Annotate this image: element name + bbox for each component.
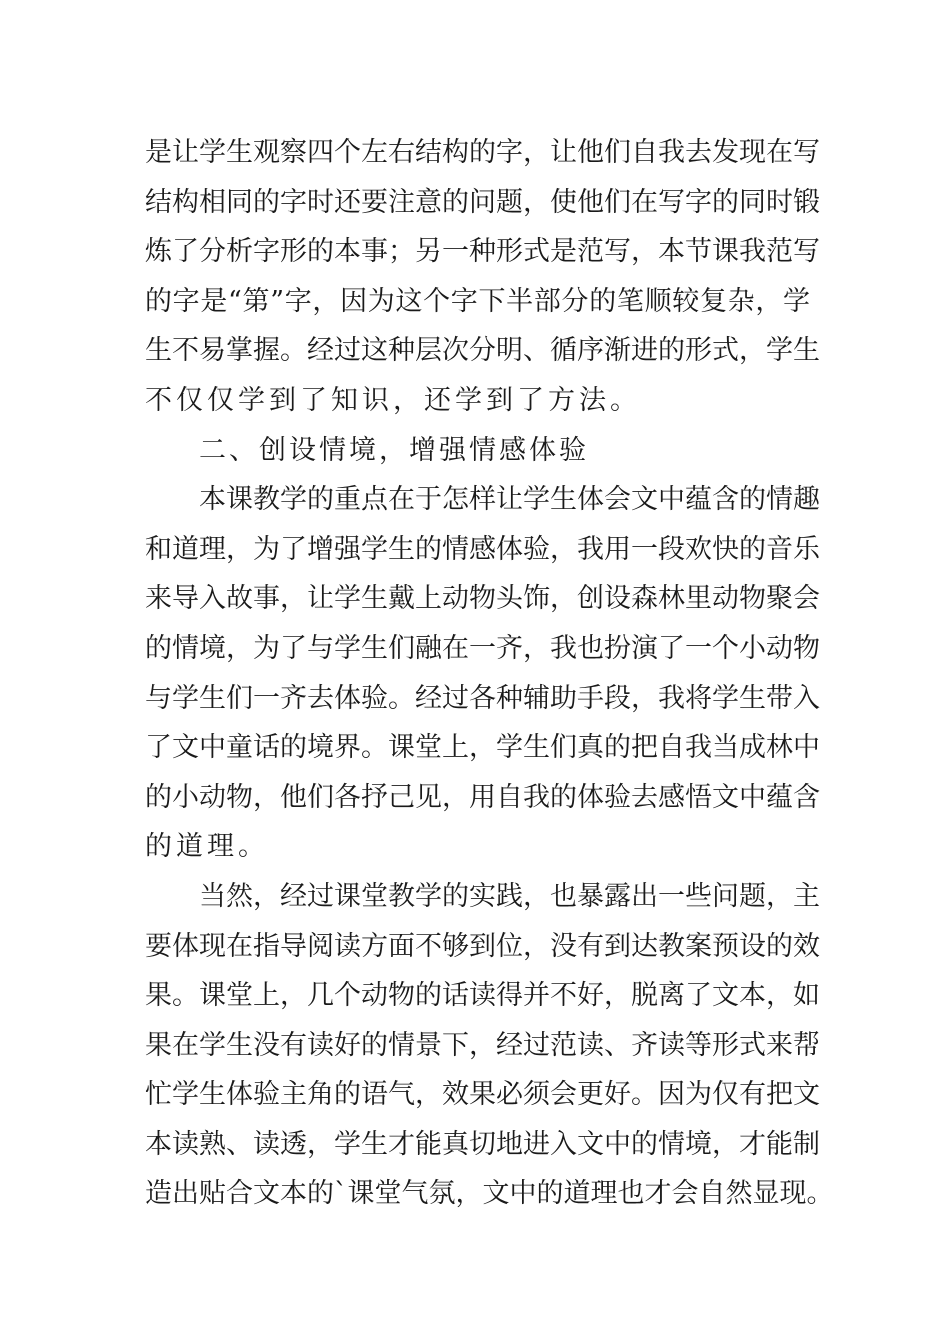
text-line: 结构相同的字时还要注意的问题，使他们在写字的同时锻 xyxy=(145,186,820,218)
text-line: 不仅仅学到了知识，还学到了方法。 xyxy=(145,384,641,416)
body-text xyxy=(145,128,834,1219)
text-line: 忙学生体验主角的语气，效果必须会更好。因为仅有把文 xyxy=(145,1079,820,1111)
text-line: 的小动物，他们各抒己见，用自我的体验去感悟文中蕴含 xyxy=(145,781,820,813)
text-line: 与学生们一齐去体验。经过各种辅助手段，我将学生带入 xyxy=(145,682,820,714)
section-heading: 二、创设情境，增强情感体验 xyxy=(199,434,589,466)
text-line: 生不易掌握。经过这种层次分明、循序渐进的形式，学生 xyxy=(145,335,820,367)
text-line: 了文中童话的境界。课堂上，学生们真的把自我当成林中 xyxy=(145,732,820,764)
text-line: 来导入故事，让学生戴上动物头饰，创设森林里动物聚会 xyxy=(145,583,820,615)
text-line: 要体现在指导阅读方面不够到位，没有到达教案预设的效 xyxy=(145,930,820,962)
text-line: 造出贴合文本的`课堂气氛，文中的道理也才会自然显现。 xyxy=(145,1178,834,1210)
text-line: 是让学生观察四个左右结构的字，让他们自我去发现在写 xyxy=(145,137,820,168)
text-line: 和道理，为了增强学生的情感体验，我用一段欢快的音乐 xyxy=(145,533,820,565)
text-line: 本课教学的重点在于怎样让学生体会文中蕴含的情趣 xyxy=(199,484,820,516)
text-line: 的情境，为了与学生们融在一齐，我也扮演了一个小动物 xyxy=(145,632,820,664)
text-line: 的道理。 xyxy=(145,831,269,863)
text-line: 果。课堂上，几个动物的话读得并不好，脱离了文本，如 xyxy=(145,980,820,1012)
text-line: 当然，经过课堂教学的实践，也暴露出一些问题，主 xyxy=(199,880,820,912)
text-line: 本读熟、读透，学生才能真切地进入文中的情境，才能制 xyxy=(145,1128,820,1160)
text-line: 的字是“第”字，因为这个字下半部分的笔顺较复杂，学 xyxy=(145,285,810,317)
text-line: 果在学生没有读好的情景下，经过范读、齐读等形式来帮 xyxy=(145,1029,820,1061)
text-line: 炼了分析字形的本事；另一种形式是范写，本节课我范写 xyxy=(145,236,820,268)
